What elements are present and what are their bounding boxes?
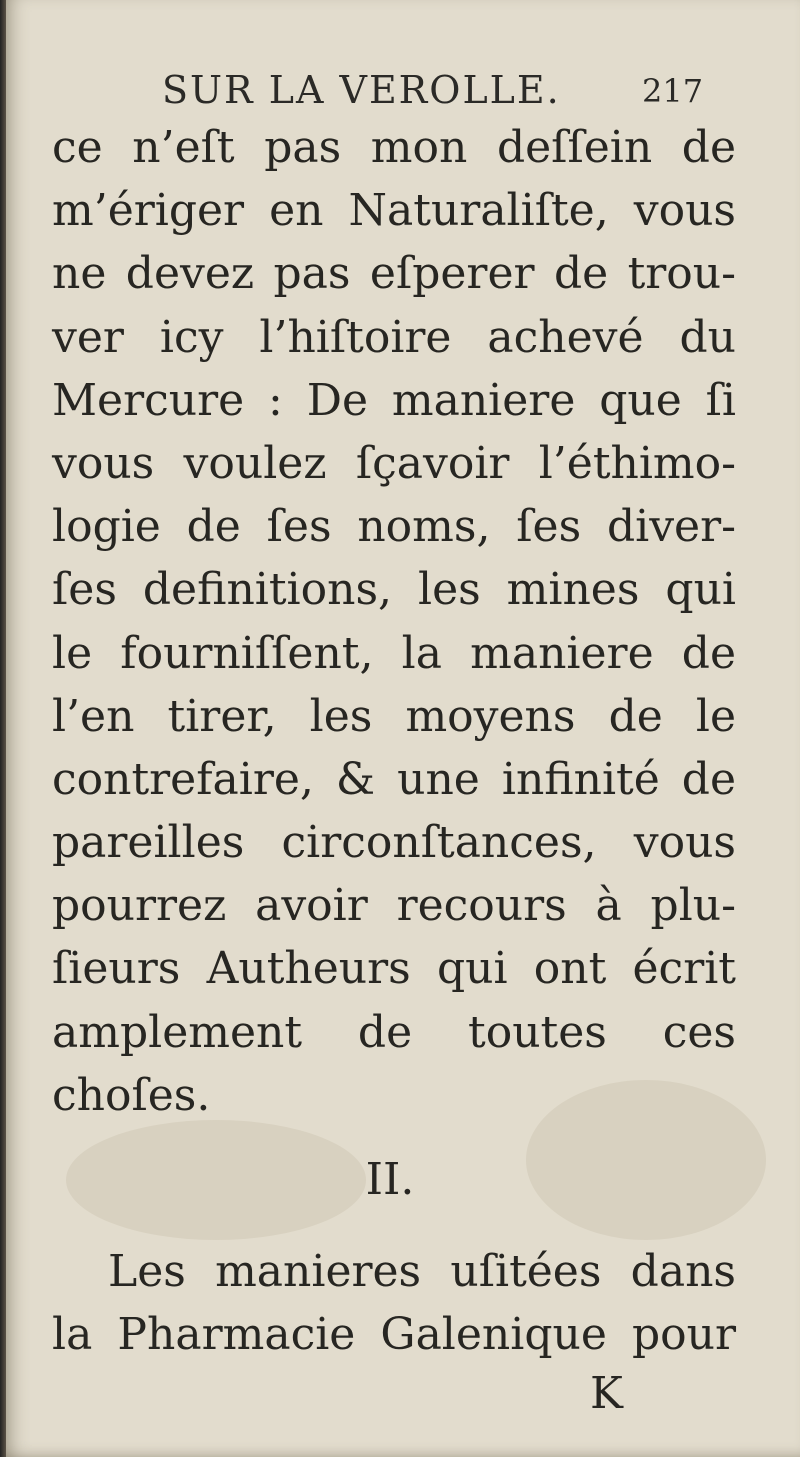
running-head: SUR LA VEROLLE. [162,68,561,112]
book-page [6,0,800,1457]
text-line: ne devez pas eſperer de trou- [52,248,736,300]
text-line: l’en tirer, les moyens de le [52,690,736,742]
section-paragraph [52,1240,736,1366]
page-number: 217 [642,72,704,110]
text-line: amplement de toutes ces [52,1006,736,1058]
section-number: II. [365,1154,415,1205]
signature-mark: K [590,1368,623,1419]
text-line: pareilles circonſtances, vous [52,817,736,869]
text-line: ſes definitions, les mines qui [52,564,736,616]
text-line: logie de ſes noms, ſes diver- [52,501,736,553]
main-paragraph [52,116,736,1127]
text-line: ſieurs Autheurs qui ont écrit [52,943,736,995]
text-line: la Pharmacie Galenique pour [52,1309,736,1361]
text-line: ce n’eſt pas mon deſſein de [52,122,736,173]
text-line: vous voulez ſçavoir l’éthimo- [52,437,736,489]
text-line: le fourniſſent, la maniere de [52,627,736,679]
text-line: contrefaire, & une infinité de [52,753,736,805]
text-line: Mercure : De maniere que ſi [52,374,736,426]
text-line: m’ériger en Naturaliſte, vous [52,185,736,237]
text-line: Les manieres uſitées dans [108,1246,736,1297]
page-header [6,68,800,118]
text-line: pourrez avoir recours à plu- [52,880,736,932]
section-heading [6,1150,800,1210]
text-line: choſes. [52,1069,211,1121]
text-line: ver icy l’hiſtoire achevé du [52,311,736,363]
